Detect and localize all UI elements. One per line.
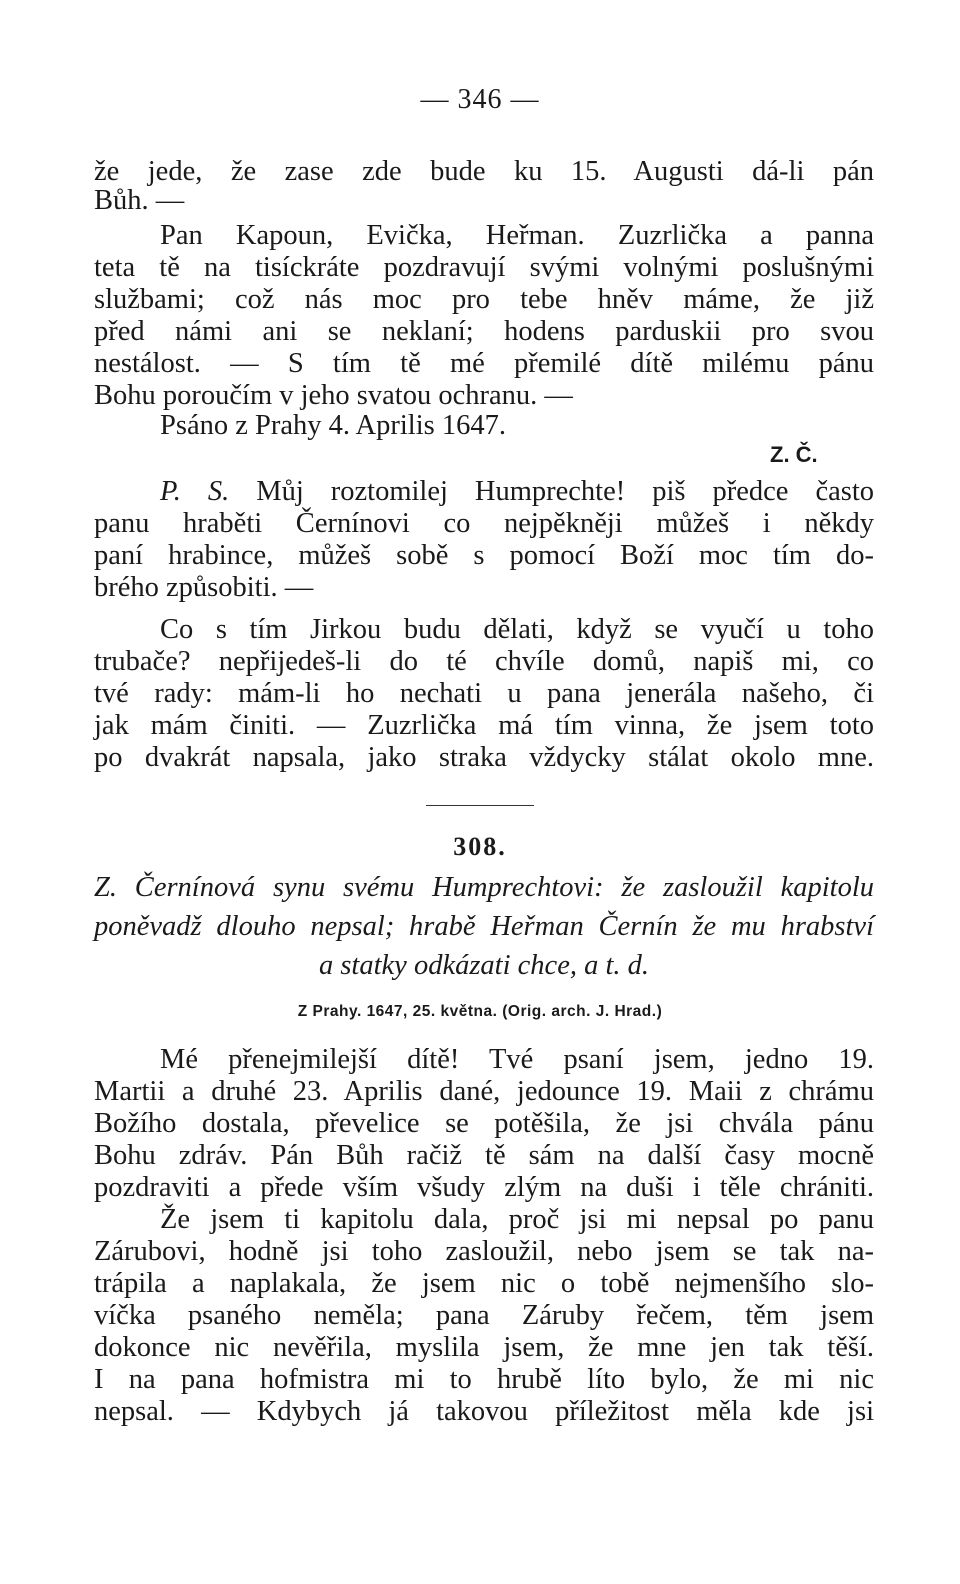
text-line: panu hraběti Černínovi co nejpěkněji můžeš i někdy <box>94 508 874 539</box>
letter-source: Z Prahy. 1647, 25. května. (Orig. arch. J. Hrad.) <box>297 1003 663 1020</box>
text-line: po dvakrát napsala, jako straka vždycky stálat okolo mne. <box>94 742 874 773</box>
text-line: teta tě na tisíckráte pozdravují svými volnými poslušnými <box>94 252 874 283</box>
text-line: trápila a naplakala, že jsem nic o tobě nejmenšího slo- <box>94 1268 874 1299</box>
text-line: tvé rady: mám-li ho nechati u pana jenerála našeho, či <box>94 678 874 709</box>
text-line: víčka psaného neměla; pana Záruby řečem, těm jsem <box>94 1300 874 1331</box>
letter-heading-line: a statky odkázati chce, a t. d. <box>318 950 650 981</box>
text-line: jak mám činiti. — Zuzrlička má tím vinna, že jsem toto <box>94 710 874 741</box>
text-line: trubače? nepřijedeš-li do té chvíle domů, napiš mi, co <box>94 646 874 677</box>
text-line: Pan Kapoun, Evička, Heřman. Zuzrlička a panna <box>160 220 874 251</box>
text-line: brého způsobiti. — <box>94 572 314 603</box>
postscript-line <box>160 476 874 508</box>
text-line: nepsal. — Kdybych já takovou příležitost měla kde jsi <box>94 1396 874 1427</box>
text-line: nestálost. — S tím tě mé přemilé dítě milému pánu <box>94 348 874 379</box>
signature: Z. Č. <box>770 442 818 467</box>
date-line: Psáno z Prahy 4. Aprilis 1647. <box>160 410 506 441</box>
text-line: Bohu poroučím v jeho svatou ochranu. — <box>94 380 573 411</box>
text-line: Bohu zdráv. Pán Bůh račiž tě sám na další časy mocně <box>94 1140 874 1171</box>
section-divider <box>426 805 534 806</box>
letter-number: 308. <box>453 832 507 861</box>
letter-heading-line: poněvadž dlouho nepsal; hrabě Heřman Černín že mu hrabství <box>94 911 874 942</box>
text-line: službami; což nás moc pro tebe hněv máme, že již <box>94 284 874 315</box>
text-line: Bůh. — <box>94 185 185 216</box>
text-line: I na pana hofmistra mi to hrubě líto bylo, že mi nic <box>94 1364 874 1395</box>
letter-heading-line: Z. Černínová synu svému Humprechtovi: že zasloužil kapitolu <box>94 872 874 903</box>
text-line: pozdraviti a přede vším všudy zlým na duši i těle chrániti. <box>94 1172 874 1203</box>
page-number: — 346 — <box>420 84 540 115</box>
ps-label: P. S. <box>160 476 230 507</box>
text-line: Zárubovi, hodně jsi toho zasloužil, nebo jsem se tak na- <box>94 1236 874 1267</box>
text-line: před námi ani se neklaní; hodens parduskii pro svou <box>94 316 874 347</box>
text-line: Co s tím Jirkou budu dělati, když se vyučí u toho <box>160 614 874 645</box>
text-line: Božího dostala, převelice se potěšila, že jsi chvála pánu <box>94 1108 874 1139</box>
text-line: dokonce nic nevěřila, myslila jsem, že mne jen tak těší. <box>94 1332 874 1363</box>
ps-text: Můj roztomilej Humprechte! piš předce často <box>256 476 874 507</box>
text-line: paní hrabince, můžeš sobě s pomocí Boží moc tím do- <box>94 540 874 571</box>
text-line: Mé přenejmilejší dítě! Tvé psaní jsem, jedno 19. <box>160 1044 874 1075</box>
text-line: Že jsem ti kapitolu dala, proč jsi mi nepsal po panu <box>160 1204 874 1235</box>
text-line: že jede, že zase zde bude ku 15. Augusti dá-li pán <box>94 156 874 187</box>
text-line: Martii a druhé 23. Aprilis dané, jedounce 19. Maii z chrámu <box>94 1076 874 1107</box>
